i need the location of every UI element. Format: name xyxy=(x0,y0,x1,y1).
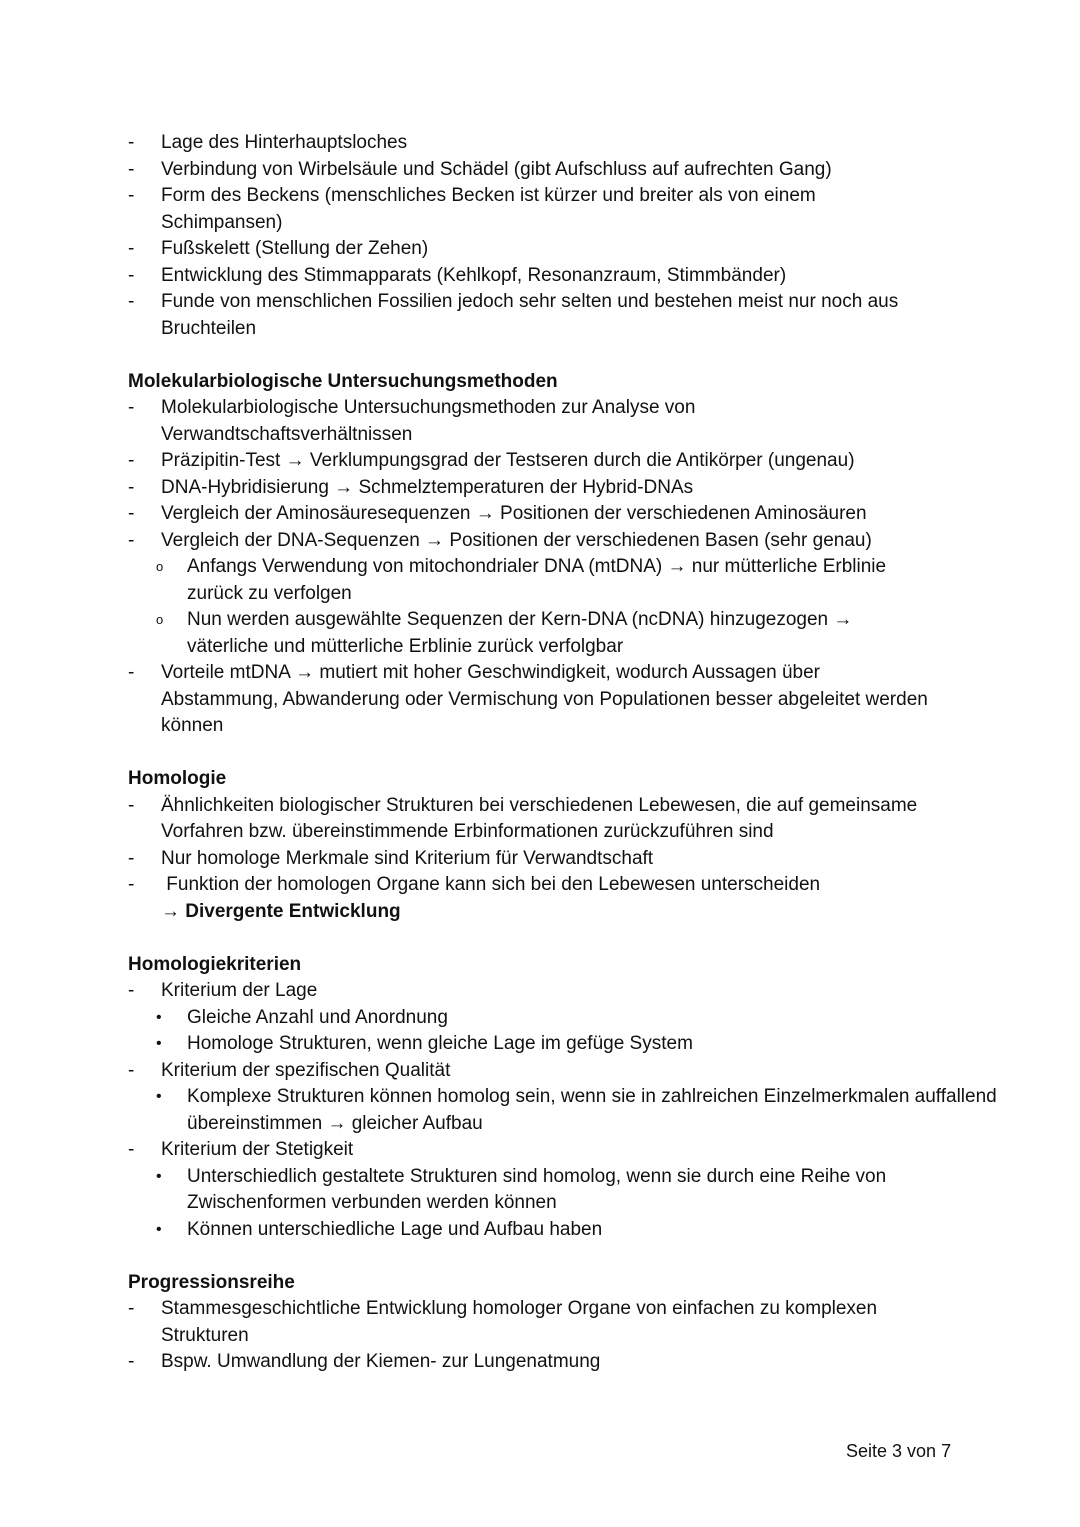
page-number: Seite 3 von 7 xyxy=(846,1441,952,1461)
dash-bullet: - xyxy=(128,291,135,312)
dash-bullet: - xyxy=(128,1139,135,1160)
section-heading: Progressionsreihe xyxy=(128,1271,295,1293)
dash-bullet: - xyxy=(128,238,135,259)
list-item: - Vergleich der Aminosäuresequenzen → Positionen der verschiedenen Aminosäuren xyxy=(128,501,958,528)
list-item: - Vergleich der DNA-Sequenzen → Positionen der verschiedenen Basen (sehr genau) xyxy=(128,528,958,555)
list-item: - Kriterium der Lage xyxy=(128,978,958,1005)
sub-list-item: • Homologe Strukturen, wenn gleiche Lage im gefüge System xyxy=(128,1031,958,1058)
list-item: - Funktion der homologen Organe kann sich bei den Lebewesen unterscheiden xyxy=(128,872,958,899)
sub-list-item: o Anfangs Verwendung von mitochondrialer DNA (mtDNA) → nur mütterliche Erblinie zurück zu verfolgen xyxy=(156,556,887,604)
list-item: - Präzipitin-Test → Verklumpungsgrad der Testseren durch die Antikörper (ungenau) xyxy=(128,448,958,475)
page-content xyxy=(128,130,997,1376)
list-item: - Vorteile mtDNA → mutiert mit hoher Geschwindigkeit, wodurch Aussagen über Abstammung, Abwanderung oder Vermischung von Populationen besser abgeleitet werden können xyxy=(128,662,928,736)
list-item: - Fußskelett (Stellung der Zehen) xyxy=(128,236,958,263)
dash-bullet: - xyxy=(128,185,135,206)
list-item: - Bspw. Umwandlung der Kiemen- zur Lungenatmung xyxy=(128,1349,958,1376)
list-item: - Kriterium der spezifischen Qualität xyxy=(128,1058,958,1085)
section-heading: Homologiekriterien xyxy=(128,953,302,975)
circle-bullet: o xyxy=(156,612,164,627)
dash-bullet: - xyxy=(128,132,135,153)
dash-bullet: - xyxy=(128,980,135,1001)
sub-list-item: • Können unterschiedliche Lage und Aufbau haben xyxy=(128,1217,958,1244)
dash-bullet: - xyxy=(128,450,135,471)
conclusion-text: → Divergente Entwicklung xyxy=(161,900,401,922)
list-item: - Kriterium der Stetigkeit xyxy=(128,1137,958,1164)
list-item: - Stammesgeschichtliche Entwicklung homologer Organe von einfachen zu komplexen Strukturen xyxy=(128,1298,878,1346)
dot-bullet: • xyxy=(156,1167,162,1185)
dash-bullet: - xyxy=(128,662,135,683)
sub-list-item: • Unterschiedlich gestaltete Strukturen sind homolog, wenn sie durch eine Reihe von Zwischenformen verbunden werden können xyxy=(156,1165,887,1213)
dash-bullet: - xyxy=(128,1298,135,1319)
intro-list xyxy=(128,130,958,342)
sub-list-item: • Komplexe Strukturen können homolog sein, wenn sie in zahlreichen Einzelmerkmalen auffallend übereinstimmen → gleicher Aufbau xyxy=(156,1086,997,1134)
dash-bullet: - xyxy=(128,158,135,180)
circle-bullet: o xyxy=(156,559,164,574)
dash-bullet: - xyxy=(128,794,135,816)
dot-bullet: • xyxy=(156,1088,162,1105)
dot-bullet: • xyxy=(156,1008,162,1026)
dash-bullet: - xyxy=(128,874,135,895)
section-heading: Molekularbiologische Untersuchungsmethoden xyxy=(128,370,558,392)
list-item: - Verbindung von Wirbelsäule und Schädel (gibt Aufschluss auf aufrechten Gang) xyxy=(128,157,958,184)
list-item: - Entwicklung des Stimmapparats (Kehlkopf, Resonanzraum, Stimmbänder) xyxy=(128,263,958,290)
dot-bullet: • xyxy=(156,1035,162,1052)
sub-list-item: • Gleiche Anzahl und Anordnung xyxy=(128,1005,958,1032)
list-item: - Molekularbiologische Untersuchungsmethoden zur Analyse von Verwandtschaftsverhältnissen xyxy=(128,397,696,445)
dash-bullet: - xyxy=(128,264,135,286)
section-progressionsreihe xyxy=(128,1270,958,1376)
dash-bullet: - xyxy=(128,397,135,418)
section-heading: Homologie xyxy=(128,768,227,789)
dash-bullet: - xyxy=(128,1351,135,1372)
section-homologie xyxy=(128,766,958,925)
list-item: - Funde von menschlichen Fossilien jedoch sehr selten und bestehen meist nur noch aus Bruchteilen xyxy=(128,291,899,339)
list-item: - Lage des Hinterhauptsloches xyxy=(128,130,958,157)
sub-list-item: o Nun werden ausgewählte Sequenzen der Kern-DNA (ncDNA) hinzugezogen → väterliche und mütterliche Erblinie zurück verfolgbar xyxy=(156,609,853,657)
dash-bullet: - xyxy=(128,503,135,524)
section-homologiekriterien xyxy=(128,952,997,1244)
dash-bullet: - xyxy=(128,847,135,869)
list-item: - Ähnlichkeiten biologischer Strukturen bei verschiedenen Lebewesen, die auf gemeinsame Vorfahren bzw. übereinstimmende Erbinformationen zurückzuführen sind xyxy=(128,794,918,842)
dash-bullet: - xyxy=(128,1059,135,1081)
list-item: - Nur homologe Merkmale sind Kriterium für Verwandtschaft xyxy=(128,846,958,873)
dash-bullet: - xyxy=(128,476,135,498)
dash-bullet: - xyxy=(128,529,135,551)
list-item: - DNA-Hybridisierung → Schmelztemperaturen der Hybrid-DNAs xyxy=(128,475,958,502)
section-molekular xyxy=(128,369,958,740)
list-item: - Form des Beckens (menschliches Becken ist kürzer und breiter als von einem Schimpansen) xyxy=(128,185,816,233)
dot-bullet: • xyxy=(156,1220,162,1238)
